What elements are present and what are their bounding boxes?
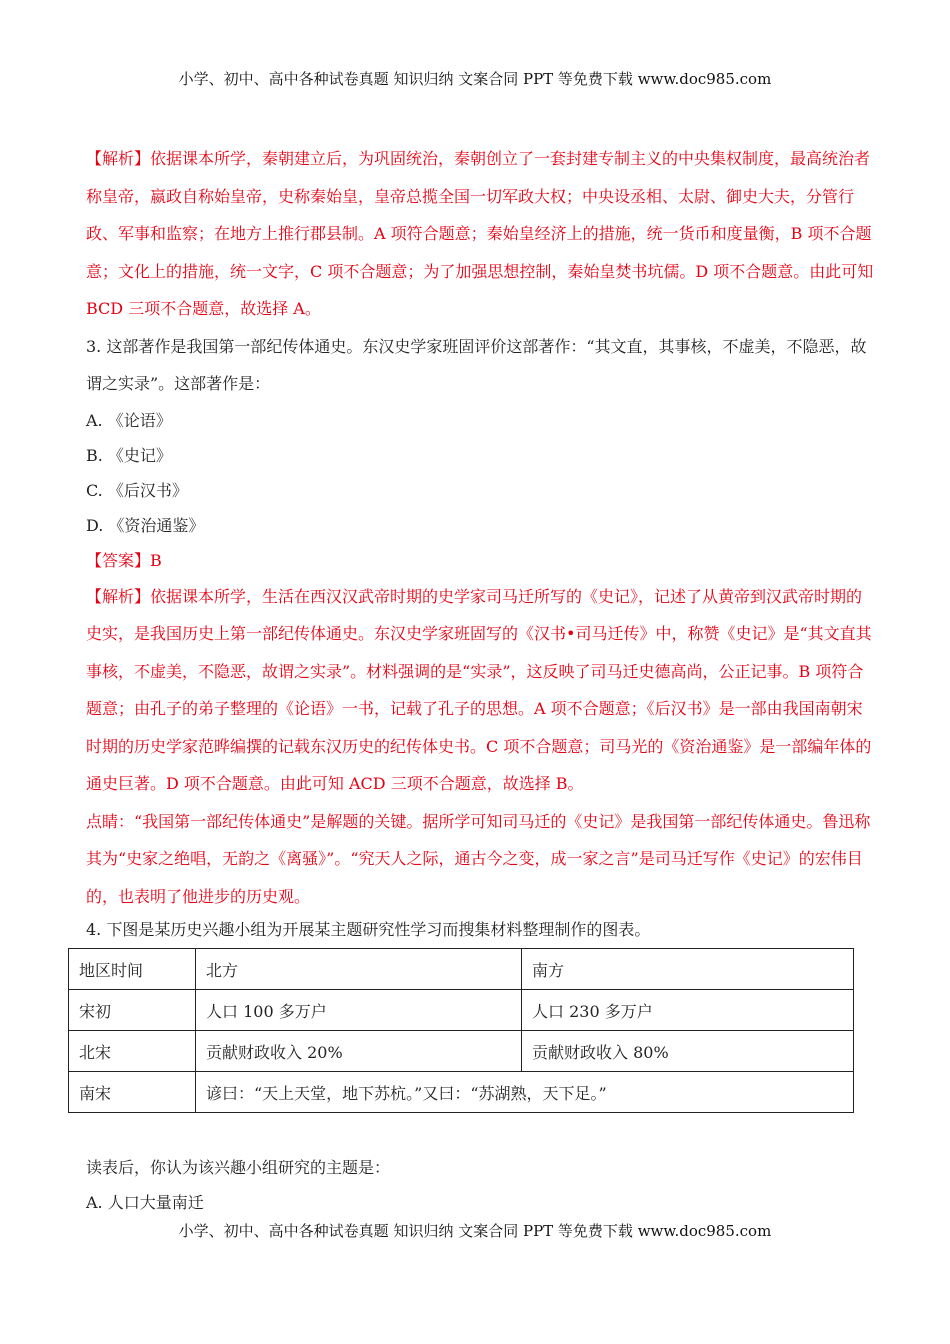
table-cell: 贡献财政收入 20% [196, 1031, 522, 1072]
table-cell: 贡献财政收入 80% [522, 1031, 854, 1072]
table-cell: 北宋 [69, 1031, 196, 1072]
analysis-label: 【解析】 [86, 149, 151, 168]
table-cell: 南宋 [69, 1072, 196, 1113]
q4-question: 读表后，你认为该兴趣小组研究的主题是： [86, 1158, 391, 1177]
table-row [69, 1031, 854, 1072]
q4-after [86, 1150, 876, 1220]
table-header-cell: 南方 [522, 949, 854, 990]
q3-tip: 点睛：“我国第一部纪传体通史”是解题的关键。据所学可知司马迁的《史记》是我国第一部纪传体通史。鲁迅称其为“史家之绝唱，无韵之《离骚》”。“究天人之际，通古今之变，成一家之言”是司马迁写作《史记》的宏伟目的，也表明了他进步的历史观。 [86, 811, 871, 906]
table-cell: 谚曰：“天上天堂，地下苏杭。”又曰：“苏湖熟，天下足。” [196, 1072, 854, 1113]
table-row [69, 990, 854, 1031]
table-cell: 人口 230 多万户 [522, 990, 854, 1031]
page-footer: 小学、初中、高中各种试卷真题 知识归纳 文案合同 PPT 等免费下载 www.doc985.com [178, 1222, 772, 1240]
q3-analysis [86, 578, 876, 803]
answer-value: B [150, 550, 162, 570]
table-row [69, 949, 854, 990]
table-header-cell: 地区时间 [69, 949, 196, 990]
table-header-cell: 北方 [196, 949, 522, 990]
q3-option-c: C. 《后汉书》 [86, 480, 188, 500]
q2-analysis [86, 140, 876, 328]
q4-table [68, 948, 854, 1113]
table-row [69, 1072, 854, 1113]
q3-answer [86, 543, 876, 578]
q3-option-a: A. 《论语》 [86, 410, 172, 430]
q4-stem: 4. 下图是某历史兴趣小组为开展某主题研究性学习而搜集材料整理制作的图表。 [86, 920, 651, 939]
content [86, 140, 876, 945]
answer-label: 【答案】 [86, 550, 151, 570]
analysis-label: 【解析】 [86, 586, 151, 606]
page-header: 小学、初中、高中各种试卷真题 知识归纳 文案合同 PPT 等免费下载 www.doc985.com [178, 70, 772, 88]
q3-stem: 3. 这部著作是我国第一部纪传体通史。东汉史学家班固评价这部著作：“其文直，其事核，不虚美，不隐恶，故谓之实录”。这部著作是： [86, 336, 867, 393]
q3-option-d: D. 《资治通鉴》 [86, 515, 205, 535]
q3-option-b: B. 《史记》 [86, 445, 172, 465]
analysis-text: 依据课本所学，生活在西汉汉武帝时期的史学家司马迁所写的《史记》，记述了从黄帝到汉武帝时期的史实，是我国历史上第一部纪传体通史。东汉史学家班固写的《汉书•司马迁传》中，称赞《史记》是“其文直其事核，不虚美，不隐恶，故谓之实录”。材料强调的是“实录”，这反映了司马迁史德高尚，公正记事。B 项符合题意；由孔子的弟子整理的《论语》一书，记载了孔子的思想。A 项不合题意；《后汉书》是一部由我国南朝宋时期的历史学家范晔编撰的记载东汉历史的纪传体史书。C 项不合题意；司马光的《资治通鉴》是一部编年体的通史巨著。D 项不合题意。由此可知 ACD 三项不合题意，故选择 B。 [86, 586, 872, 793]
table-cell: 宋初 [69, 990, 196, 1031]
q4-option-a: A. 人口大量南迁 [86, 1193, 204, 1212]
table-cell: 人口 100 多万户 [196, 990, 522, 1031]
analysis-text: 依据课本所学，秦朝建立后，为巩固统治，秦朝创立了一套封建专制主义的中央集权制度，最高统治者称皇帝，嬴政自称始皇帝，史称秦始皇，皇帝总揽全国一切军政大权；中央设丞相、太尉、御史大夫，分管行政、军事和监察；在地方上推行郡县制。A 项符合题意；秦始皇经济上的措施，统一货币和度量衡，B 项不合题意；文化上的措施，统一文字，C 项不合题意；为了加强思想控制，秦始皇焚书坑儒。D 项不合题意。由此可知 BCD 三项不合题意，故选择 A。 [86, 149, 874, 318]
